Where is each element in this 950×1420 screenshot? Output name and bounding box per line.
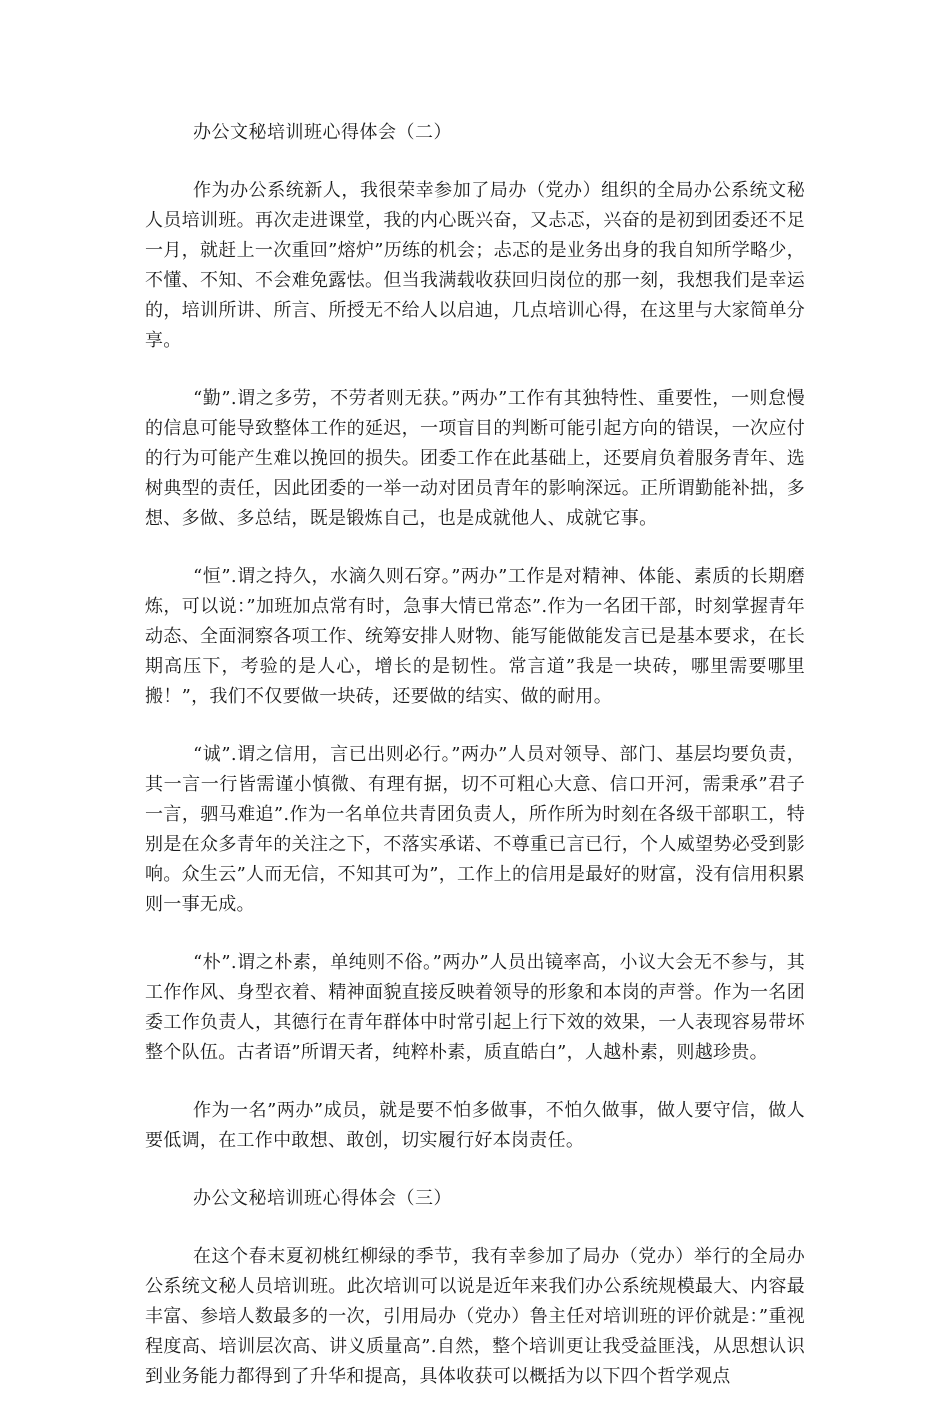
paragraph: “诚”.谓之信用，言已出则必行。”两办”人员对领导、部门、基层均要负责，其一言一行皆需谨小慎微、有理有据，切不可粗心大意、信口开河，需秉承”君子一言，驷马难追”.作为一名单位共青团负责人，所作所为时刻在各级干部职工，特别是在众多青年的关注之下，不落实承诺、不尊重已言已行，个人威望势必受到影响。众生云”人而无信，不知其可为”，工作上的信用是最好的财富，没有信用积累则一事无成。 xyxy=(145,744,805,915)
paragraph: 作为一名”两办”成员，就是要不怕多做事，不怕久做事，做人要守信，做人要低调，在工作中敢想、敢创，切实履行好本岗责任。 xyxy=(145,1100,805,1151)
section-heading-2: 办公文秘培训班心得体会（二） xyxy=(193,122,452,143)
paragraph: “朴”.谓之朴素，单纯则不俗。”两办”人员出镜率高，小议大会无不参与，其工作作风、身型衣着、精神面貌直接反映着领导的形象和本岗的声誉。作为一名团委工作负责人，其德行在青年群体中时常引起上行下效的效果，一人表现容易带坏整个队伍。古者语”所谓天者，纯粹朴素，质直皓白”，人越朴素，则越珍贵。 xyxy=(145,952,805,1063)
document-page xyxy=(145,118,805,1420)
paragraph: 作为办公系统新人，我很荣幸参加了局办（党办）组织的全局办公系统文秘人员培训班。再次走进课堂，我的内心既兴奋，又忐忑，兴奋的是初到团委还不足一月，就赶上一次重回”熔炉”历练的机会；忐忑的是业务出身的我自知所学略少，不懂、不知、不会难免露怯。但当我满载收获回归岗位的那一刻，我想我们是幸运的，培训所讲、所言、所授无不给人以启迪，几点培训心得，在这里与大家简单分享。 xyxy=(145,180,805,351)
paragraph: “恒”.谓之持久，水滴久则石穿。”两办”工作是对精神、体能、素质的长期磨炼，可以说：”加班加点常有时，急事大情已常态”.作为一名团干部，时刻掌握青年动态、全面洞察各项工作、统筹安排人财物、能写能做能发言已是基本要求，在长期高压下，考验的是人心，增长的是韧性。常言道”我是一块砖，哪里需要哪里搬！”，我们不仅要做一块砖，还要做的结实、做的耐用。 xyxy=(145,566,805,707)
section-heading-3: 办公文秘培训班心得体会（三） xyxy=(193,1188,452,1209)
paragraph: 在这个春末夏初桃红柳绿的季节，我有幸参加了局办（党办）举行的全局办公系统文秘人员培训班。此次培训可以说是近年来我们办公系统规模最大、内容最丰富、参培人数最多的一次，引用局办（党办）鲁主任对培训班的评价就是：”重视程度高、培训层次高、讲义质量高”.自然，整个培训更让我受益匪浅，从思想认识到业务能力都得到了升华和提高，具体收获可以概括为以下四个哲学观点 xyxy=(145,1246,805,1387)
paragraph: “勤”.谓之多劳，不劳者则无获。”两办”工作有其独特性、重要性，一则怠慢的信息可能导致整体工作的延迟，一项盲目的判断可能引起方向的错误，一次应付的行为可能产生难以挽回的损失。团委工作在此基础上，还要肩负着服务青年、选树典型的责任，因此团委的一举一动对团员青年的影响深远。正所谓勤能补拙，多想、多做、多总结，既是锻炼自己，也是成就他人、成就它事。 xyxy=(145,388,805,529)
